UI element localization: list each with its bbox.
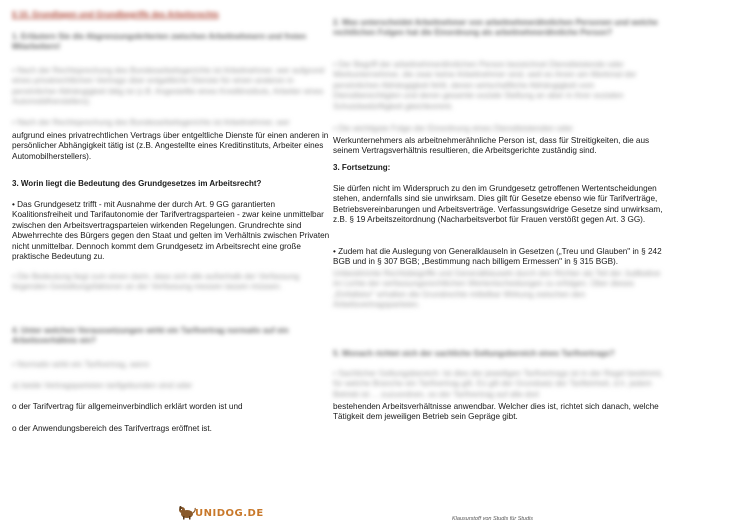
question-4-blurred-line-2: a) beide Vertragsparteien tarifgebunden sind oder <box>12 381 193 390</box>
question-5-heading: 5. Wonach richtet sich der sachliche Geltungsbereich eines Tarifvertrags? <box>333 349 615 358</box>
question-1-heading: 1. Erläutern Sie die Abgrenzungskriterien zwischen Arbeitnehmern und freien Mitarbeitern! <box>12 32 307 51</box>
question-3-continuation-heading: 3. Fortsetzung: <box>333 163 391 172</box>
question-5-answer: bestehenden Arbeitsverhältnisse anwendbar. Welcher dies ist, richtet sich danach, welche Tätigkeit dem jeweiligen Betrieb sein Gepräge gibt. <box>333 402 659 422</box>
question-2-answer: Werkunternehmers als arbeitnehmerähnliche Person ist, dass für Streitigkeiten, die aus seinem Vertragsverhältnis resultieren, die Arbeitsgerichte zuständig sind. <box>333 136 650 156</box>
question-4-blurred-line-1: • Normativ wirkt ein Tarifvertrag, wenn <box>12 360 150 369</box>
question-1-blurred-paragraph: • Nach der Rechtsprechung des Bundesarbeitsgerichts ist Arbeitnehmer, wer aufgrund eines privatrechtlichen Vertrags über entgeltliche Dienste für einen anderen in persönlicher Abhängigkeit tätig ist (z.B. Angestellte eines Kreditinstituts, Arbeiter eines Automobilherstellers). <box>12 66 325 107</box>
site-logo: UNIDOG.DE <box>195 508 264 519</box>
question-1-answer: aufgrund eines privatrechtlichen Vertrags über entgeltliche Dienste für einen anderen in persönlicher Abhängigkeit tätig ist (z.B. Angestellte eines Kreditinstituts, Arbeiter eines Automobilherstellers). <box>12 131 329 161</box>
question-3-continuation-paragraph: Sie dürfen nicht im Widerspruch zu den im Grundgesetz getroffenen Wertentscheidungen stehen, andernfalls sind sie unwirksam. Dies gilt für Gesetze ebenso wie für Tarifverträge, Betriebsvereinbarungen und Arbeitsverträge. Verfassungswidrige Gesetze sind unwirksam, z.B. § 19 Arbeitszeitordnung (Nacharbeitsverbot für Frauen verstößt gegen Art. 3 GG). <box>333 184 663 225</box>
question-2-blurred-line: • Die wichtigste Folge der Einordnung eines Dienstleistenden oder <box>333 124 573 133</box>
question-5-blurred-paragraph: • Sachlicher Geltungsbereich: Ist dies der jeweiligen Tarifvertrags ist in der Regel bestimmt, für welche Branche ein Tarifvertrag gilt. Es gilt der Grundsatz der Tarifeinheit, d.h. jedem Betrieb ist ... zuzuordnen, so der Tarifvertrag auf alle dort <box>333 369 663 399</box>
question-2-blurred-paragraph: • Der Begriff der arbeitnehmerähnlichen Person bezeichnet Dienstleistende oder Werkunternehmer, die zwar keine Arbeitnehmer sind, weil es ihnen am Merkmal der persönlichen Abhängigkeit fehlt, denen wirtschaftliche Abhängigkeit vom Dienstberechtigten und deren gesamte soziale Stellung an aber in ihrer sozialen Schutzbedürftigkeit gleichkommt. <box>333 60 637 111</box>
question-3-continuation-blurred: Unbestimmte Rechtsbegriffe und Generalklauseln durch den Richter als Teil der Judikative im Lichte der verfassungsrechtlichen Wertentscheidungen zu erfolgen. Über dieses „Einfallstor" erhalten die Grundrechte mittelbar Wirkung zwischen den Arbeitsvertragsparteien. <box>333 269 661 310</box>
question-4-condition-1: o der Tarifvertrag für allgemeinverbindlich erklärt worden ist und <box>12 402 243 411</box>
question-3-heading: 3. Worin liegt die Bedeutung des Grundgesetzes im Arbeitsrecht? <box>12 179 262 188</box>
question-3-answer: • Das Grundgesetz trifft - mit Ausnahme der durch Art. 9 GG garantierten Koalitionsfreiheit und Tarifautonomie der Tarifvertragsparteien - zwar keine unmittelbar zwischen den Arbeitsvertragsparteien wirkenden Regelungen. Grundrechte sind Abwehrrechte des Bürgers gegen den Staat und gelten im Verhältnis zwischen Privaten nicht unmittelbar. Dennoch kommt dem Grundgesetz im Arbeitsrecht eine große praktische Bedeutung zu. <box>12 200 330 262</box>
question-1-blurred-line: • Nach der Rechtsprechung des Bundesarbeitsgerichts ist Arbeitnehmer, wer <box>12 118 290 127</box>
question-2-heading: 2. Was unterscheidet Arbeitnehmer von arbeitnehmerähnlichen Personen und welche rechtlichen Folgen hat die Einordnung als arbeitnehmerähnliche Person? <box>333 18 658 37</box>
question-3-continuation-paragraph-2: • Zudem hat die Auslegung von Generalklauseln in Gesetzen („Treu und Glauben" in § 242 BGB und in § 307 BGB; „Bestimmung nach billigem Ermessen" in § 315 BGB). <box>333 247 662 267</box>
footer-credit: Klausurstoff von Studis für Studis <box>452 516 534 522</box>
question-4-condition-2: o der Anwendungsbereich des Tarifvertrags eröffnet ist. <box>12 424 212 433</box>
question-4-heading: 4. Unter welchen Voraussetzungen wirkt ein Tarifvertrag normativ auf ein Arbeitsverhältnis ein? <box>12 326 289 345</box>
question-3-blurred-paragraph: • Die Bedeutung liegt zum einen darin, dass sich alle außerhalb der Verfassung liegenden Gestaltungsfaktoren an der Verfassung messen lassen müssen. <box>12 272 300 292</box>
section-title: § 10. Grundlagen und Grundbegriffe des Arbeitsrechts <box>12 10 219 19</box>
dog-logo-icon <box>178 504 196 520</box>
